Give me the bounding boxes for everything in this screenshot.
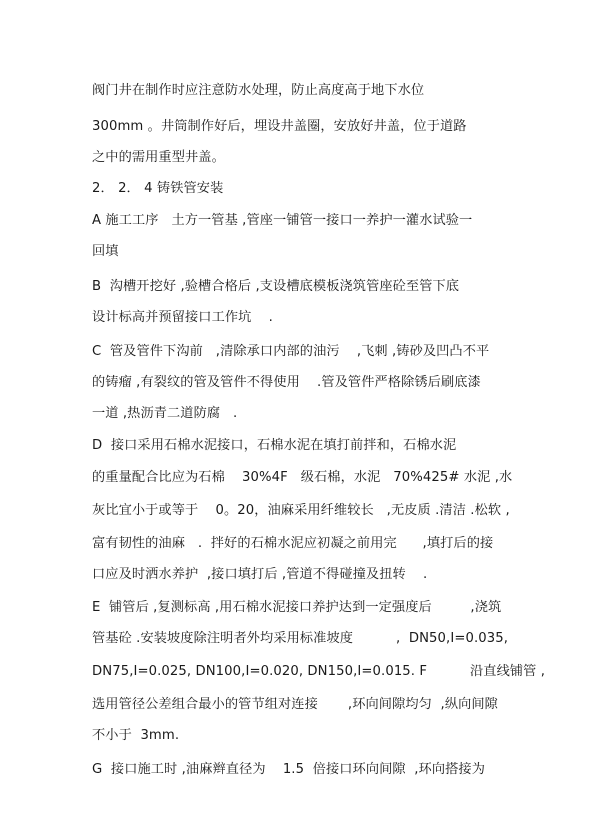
text-line: 的铸瘤 ,有裂纹的管及管件不得使用 .管及管件严格除锈后刷底漆 [92,375,481,390]
text-line: 不小于 3mm. [92,728,180,743]
text-line: DN75,I=0.025, DN100,I=0.020, DN150,I=0.015. F 沿直线铺管 , [92,664,546,679]
text-line: 回填 [92,244,119,259]
text-line: 口应及时洒水养护 ,接口填打后 ,管道不得碰撞及扭转 . [92,567,428,582]
text-line: B 沟槽开挖好 ,验槽合格后 ,支设槽底模板浇筑管座砼至管下底 [92,279,460,294]
text-line: A 施工工序 土方一管基 ,管座一铺管一接口一养护一灌水试验一 [92,213,473,228]
text-line: D 接口采用石棉水泥接口，石棉水泥在填打前拌和，石棉水泥 [92,438,457,453]
text-line: 阀门井在制作时应注意防水处理，防止高度高于地下水位 [92,83,425,98]
text-line: 选用管径公差组合最小的管节组对连接 ,环向间隙均匀 ,纵向间隙 [92,697,498,712]
section-heading: 2． 2． 4 铸铁管安装 [92,181,224,196]
text-line: E 铺管后 ,复测标高 ,用石棉水泥接口养护达到一定强度后 ,浇筑 [92,600,502,615]
text-line: C 管及管件下沟前 ,清除承口内部的油污 ,飞刺 ,铸砂及凹凸不平 [92,344,490,359]
text-line: 一道 ,热沥青二道防腐 . [92,406,238,421]
text-line: 管基砼 .安装坡度除注明者外均采用标准坡度 , DN50,I=0.035, [92,631,509,646]
text-line: G 接口施工时 ,油麻辫直径为 1.5 倍接口环向间隙 ,环向搭接为 [92,762,485,777]
text-line: 的重量配合比应为石棉 30%4F 级石棉，水泥 70%425# 水泥 ,水 [92,470,513,485]
text-line: 灰比宜小于或等于 0。20，油麻采用纤维较长 ,无皮质 .清洁 .松软 , [92,503,510,518]
text-line: 之中的需用重型井盖。 [92,150,225,165]
text-line: 300mm 。井筒制作好后，埋设井盖圈，安放好井盖，位于道路 [92,119,467,134]
text-line: 富有韧性的油麻 . 拌好的石棉水泥应初凝之前用完 ,填打后的接 [92,536,494,551]
text-line: 设计标高并预留接口工作坑 . [92,310,273,325]
